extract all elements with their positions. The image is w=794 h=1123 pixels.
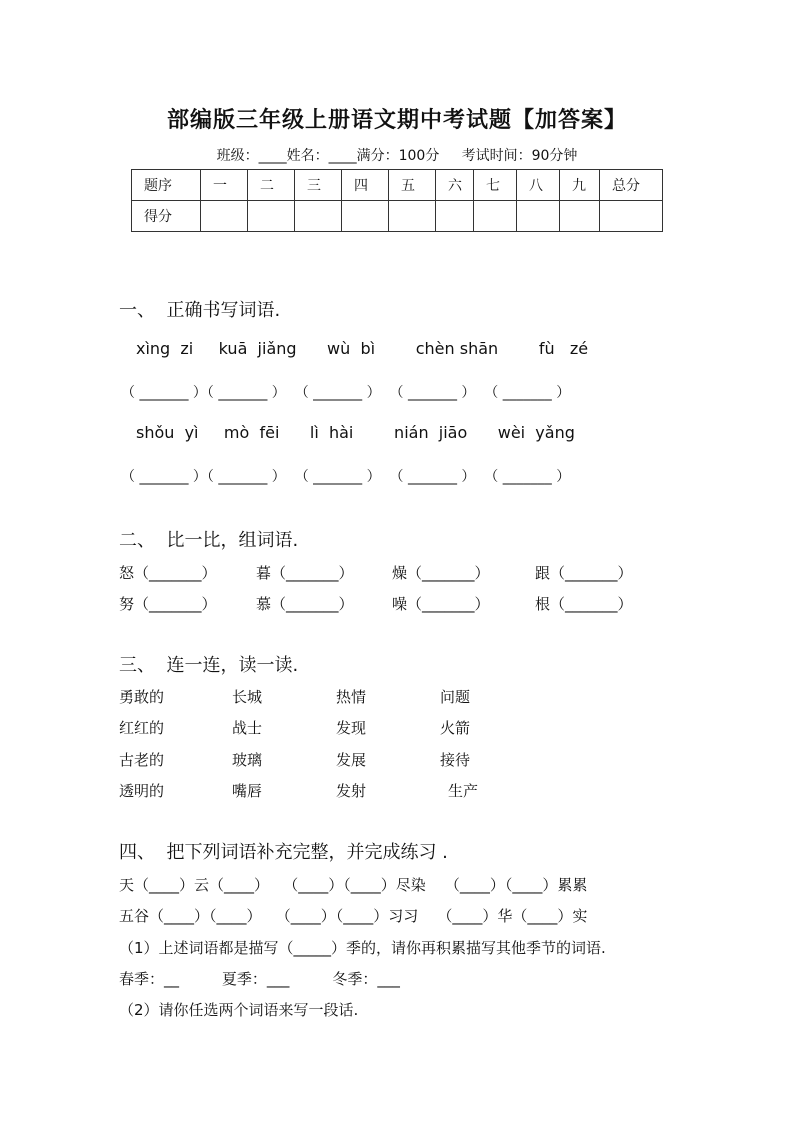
compare-item[interactable]: 努（_______）: [119, 595, 217, 613]
score-cell[interactable]: [436, 201, 474, 232]
header-cell: 七: [474, 170, 517, 201]
score-cell[interactable]: [474, 201, 517, 232]
section2-heading: 二、 比一比，组词语.: [119, 530, 299, 551]
compare-item[interactable]: 怒（_______）: [119, 564, 217, 582]
section4-heading: 四、 把下列词语补充完整，并完成练习 .: [119, 842, 448, 863]
match-word[interactable]: 古老的: [119, 751, 165, 769]
header-cell: 二: [248, 170, 295, 201]
match-word[interactable]: 红红的: [119, 719, 165, 737]
seasons-line[interactable]: 春季：__ 夏季：___ 冬季：___: [119, 970, 400, 988]
compare-item[interactable]: 根（_______）: [535, 595, 633, 613]
score-cell[interactable]: [389, 201, 436, 232]
section3-heading: 三、 连一连，读一读.: [119, 655, 299, 676]
idiom-fill-row-1[interactable]: 天（____）云（____） （____）（____）尽染 （____）（____）累累: [119, 876, 588, 894]
score-cell[interactable]: [600, 201, 663, 232]
score-cell[interactable]: [342, 201, 389, 232]
header-cell: 五: [389, 170, 436, 201]
header-cell: 三: [295, 170, 342, 201]
match-word[interactable]: 发展: [336, 751, 367, 769]
score-table-header-row: [132, 170, 663, 201]
score-table: [131, 169, 663, 232]
question-2: （2）请你任选两个词语来写一段话.: [119, 1001, 359, 1019]
score-cell[interactable]: [248, 201, 295, 232]
match-word[interactable]: 接待: [440, 751, 471, 769]
match-word[interactable]: 发射: [336, 782, 367, 800]
score-cell[interactable]: [560, 201, 600, 232]
info-line: 班级：____姓名：____满分：100分 考试时间：90分钟: [216, 148, 578, 164]
match-word[interactable]: 战士: [232, 719, 263, 737]
header-cell: 总分: [600, 170, 663, 201]
score-table-score-row: [132, 201, 663, 232]
match-word[interactable]: 热情: [336, 688, 367, 706]
compare-item[interactable]: 燥（_______）: [392, 564, 490, 582]
score-cell[interactable]: [517, 201, 560, 232]
score-cell[interactable]: [201, 201, 248, 232]
match-word[interactable]: 嘴唇: [232, 782, 263, 800]
answer-blanks-row-1[interactable]: （ _______ ）（ _______ ） （ _______ ） （ _______ ） （ _______ ）: [121, 385, 571, 401]
match-word[interactable]: 长城: [232, 688, 263, 706]
page-title: 部编版三年级上册语文期中考试题【加答案】: [166, 108, 627, 133]
pinyin-row-1: xìng zi kuā jiǎng wù bì chèn shān fù zé: [136, 339, 589, 358]
header-cell: 四: [342, 170, 389, 201]
header-cell: 九: [560, 170, 600, 201]
section1-heading: 一、 正确书写词语.: [119, 300, 281, 321]
compare-item[interactable]: 暮（_______）: [256, 564, 354, 582]
score-cell[interactable]: [295, 201, 342, 232]
compare-item[interactable]: 跟（_______）: [535, 564, 633, 582]
match-word[interactable]: 玻璃: [232, 751, 263, 769]
match-word[interactable]: 勇敢的: [119, 688, 165, 706]
header-cell: 六: [436, 170, 474, 201]
row-label-cell: 得分: [132, 201, 201, 232]
header-cell: 一: [201, 170, 248, 201]
match-word[interactable]: 问题: [440, 688, 471, 706]
match-word[interactable]: 生产: [448, 782, 479, 800]
match-word[interactable]: 发现: [336, 719, 367, 737]
pinyin-row-2: shǒu yì mò fēi lì hài nián jiāo wèi yǎng: [136, 423, 575, 442]
compare-item[interactable]: 噪（_______）: [392, 595, 490, 613]
question-1[interactable]: （1）上述词语都是描写（_____）季的，请你再积累描写其他季节的词语.: [119, 939, 606, 957]
match-word[interactable]: 火箭: [440, 719, 471, 737]
match-word[interactable]: 透明的: [119, 782, 165, 800]
header-cell: 题序: [132, 170, 201, 201]
idiom-fill-row-2[interactable]: 五谷（____）（____） （____）（____）习习 （____）华（____）实: [119, 907, 588, 925]
compare-item[interactable]: 慕（_______）: [256, 595, 354, 613]
answer-blanks-row-2[interactable]: （ _______ ）（ _______ ） （ _______ ） （ _______ ） （ _______ ）: [121, 469, 571, 485]
header-cell: 八: [517, 170, 560, 201]
